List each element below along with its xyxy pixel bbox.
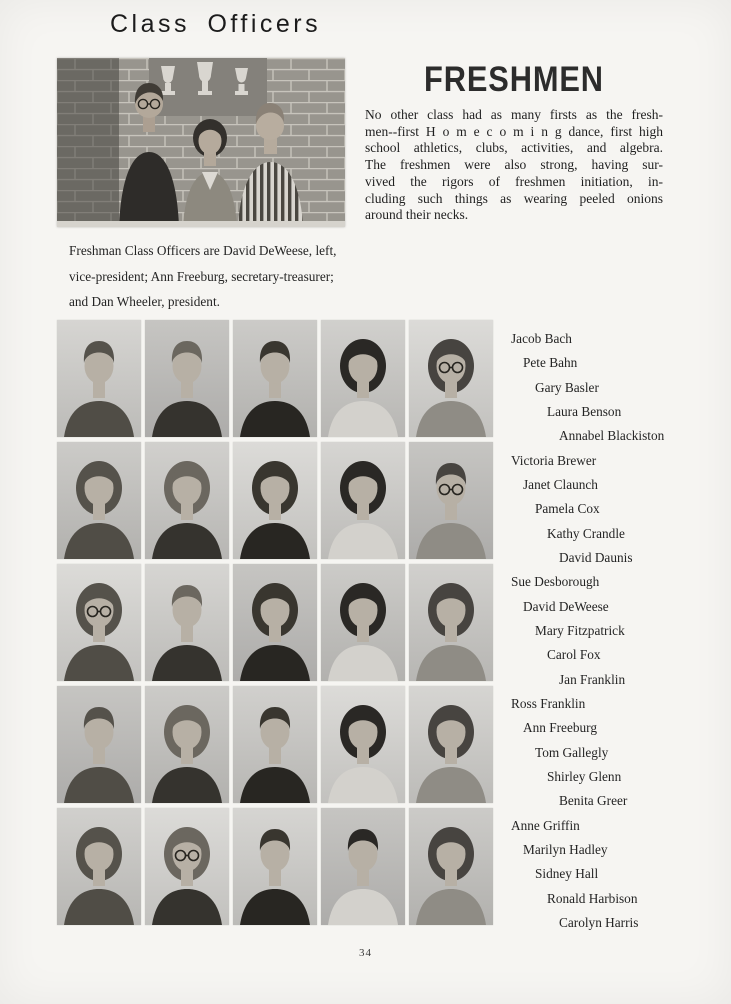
- portrait-silhouette-icon: [57, 808, 141, 925]
- student-name: Kathy Crandle: [547, 525, 625, 541]
- portrait-silhouette-icon: [57, 320, 141, 437]
- portrait-silhouette-icon: [321, 564, 405, 681]
- portrait-silhouette-icon: [145, 320, 229, 437]
- student-name: Sue Desborough: [511, 574, 600, 590]
- portrait-silhouette-icon: [145, 564, 229, 681]
- class-officers-photo-illustration: [57, 58, 345, 227]
- portrait-silhouette-icon: [409, 564, 493, 681]
- portrait-silhouette-icon: [145, 686, 229, 803]
- portrait-silhouette-icon: [409, 442, 493, 559]
- portrait-photo: [233, 686, 317, 803]
- student-name: Carolyn Harris: [559, 914, 639, 930]
- intro-line: cluding such things as wearing peeled onions: [365, 190, 663, 206]
- portrait-photo: [321, 808, 405, 925]
- student-name: Victoria Brewer: [511, 452, 597, 468]
- student-roster: [511, 327, 664, 935]
- portrait-silhouette-icon: [409, 686, 493, 803]
- class-officers-photo: [57, 58, 345, 227]
- caption-line: and Dan Wheeler, president.: [69, 294, 220, 310]
- student-name: Shirley Glenn: [547, 768, 622, 784]
- portrait-photo: [57, 320, 141, 437]
- portrait-silhouette-icon: [57, 686, 141, 803]
- student-name: Marilyn Hadley: [523, 841, 608, 857]
- portrait-photo: [57, 442, 141, 559]
- student-name: Janet Claunch: [523, 476, 598, 492]
- section-heading: FRESHMEN: [424, 60, 604, 99]
- student-name: Laura Benson: [547, 403, 622, 419]
- intro-line: school athletics, clubs, activities, and algebra.: [365, 140, 663, 156]
- intro-line: around their necks.: [365, 207, 469, 223]
- page-title: Class Officers: [110, 10, 322, 38]
- caption-line: vice-president; Ann Freeburg, secretary-treasurer;: [69, 268, 334, 284]
- portrait-photo: [409, 808, 493, 925]
- portrait-photo: [57, 686, 141, 803]
- portrait-silhouette-icon: [57, 442, 141, 559]
- student-name: Mary Fitzpatrick: [535, 622, 625, 638]
- photo-caption: [69, 238, 379, 315]
- portrait-photo: [145, 686, 229, 803]
- portrait-photo: [145, 808, 229, 925]
- student-name: Gary Basler: [535, 379, 599, 395]
- portrait-photo: [233, 564, 317, 681]
- student-name: Tom Gallegly: [535, 744, 609, 760]
- student-name: Pamela Cox: [535, 501, 600, 517]
- portrait-photo: [321, 564, 405, 681]
- portrait-photo: [321, 320, 405, 437]
- portrait-silhouette-icon: [321, 686, 405, 803]
- portrait-silhouette-icon: [233, 320, 317, 437]
- portrait-grid: [57, 320, 493, 925]
- student-name: Annabel Blackiston: [559, 428, 665, 444]
- student-name: Ann Freeburg: [523, 720, 597, 736]
- student-name: David Daunis: [559, 549, 633, 565]
- portrait-silhouette-icon: [233, 808, 317, 925]
- page-number: 34: [359, 947, 372, 959]
- student-name: Ross Franklin: [511, 695, 586, 711]
- portrait-silhouette-icon: [409, 808, 493, 925]
- intro-line: vived the rigors of freshmen initiation, in-: [365, 173, 663, 189]
- caption-line: Freshman Class Officers are David DeWeese, left,: [69, 243, 337, 258]
- portrait-silhouette-icon: [233, 564, 317, 681]
- student-name: Jacob Bach: [511, 331, 572, 346]
- portrait-photo: [233, 320, 317, 437]
- portrait-silhouette-icon: [233, 686, 317, 803]
- intro-line: The freshmen were also strong, having sur-: [365, 157, 663, 173]
- portrait-photo: [233, 442, 317, 559]
- portrait-photo: [321, 686, 405, 803]
- student-name: Ronald Harbison: [547, 890, 638, 906]
- portrait-photo: [321, 442, 405, 559]
- student-name: Pete Bahn: [523, 355, 578, 371]
- portrait-photo: [233, 808, 317, 925]
- portrait-silhouette-icon: [321, 808, 405, 925]
- student-name: Carol Fox: [547, 647, 601, 663]
- portrait-photo: [57, 564, 141, 681]
- portrait-photo: [409, 442, 493, 559]
- portrait-silhouette-icon: [145, 442, 229, 559]
- portrait-silhouette-icon: [321, 320, 405, 437]
- student-name: Anne Griffin: [511, 817, 580, 833]
- portrait-silhouette-icon: [321, 442, 405, 559]
- portrait-photo: [145, 442, 229, 559]
- portrait-silhouette-icon: [145, 808, 229, 925]
- portrait-photo: [57, 808, 141, 925]
- student-name: Benita Greer: [559, 793, 628, 809]
- portrait-silhouette-icon: [409, 320, 493, 437]
- student-name: Jan Franklin: [559, 671, 626, 687]
- portrait-photo: [409, 320, 493, 437]
- student-name: David DeWeese: [523, 598, 609, 614]
- intro-line: No other class had as many firsts as the fresh-: [365, 107, 663, 122]
- portrait-silhouette-icon: [233, 442, 317, 559]
- portrait-photo: [145, 564, 229, 681]
- intro-paragraph: [365, 107, 663, 224]
- intro-line: men--first H o m e c o m i n g dance, first high: [365, 123, 663, 139]
- portrait-photo: [145, 320, 229, 437]
- student-name: Sidney Hall: [535, 866, 599, 882]
- portrait-silhouette-icon: [57, 564, 141, 681]
- portrait-photo: [409, 564, 493, 681]
- portrait-photo: [409, 686, 493, 803]
